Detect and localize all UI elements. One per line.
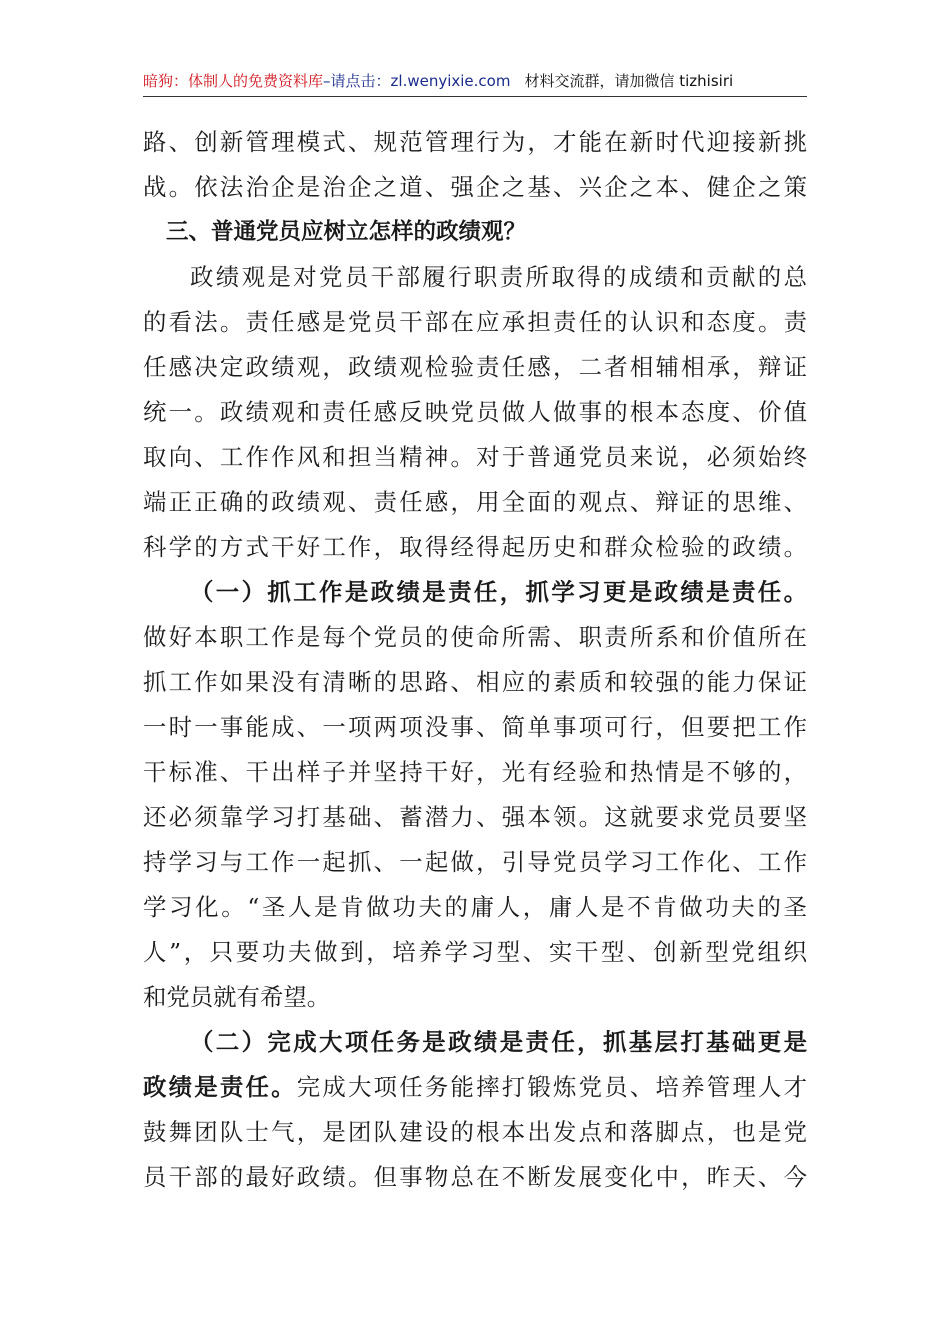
paragraph-line: 政绩观是对党员干部履行职责所取得的成绩和贡献的总: [190, 263, 807, 291]
subsection-heading: （二）完成大项任务是政绩是责任，抓基层打基础更是: [190, 1028, 807, 1056]
section-heading: 三、普通党员应树立怎样的政绩观？: [166, 219, 527, 245]
paragraph-line: 和党员就有希望。: [143, 983, 331, 1011]
paragraph-line: 科学的方式干好工作，取得经得起历史和群众检验的政绩。: [143, 533, 807, 561]
paragraph-line: 取向、工作作风和担当精神。对于普通党员来说，必须始终: [143, 443, 807, 471]
paragraph-line: 学习化。“圣人是肯做功夫的庸人，庸人是不肯做功夫的圣: [143, 893, 807, 921]
paragraph-line: 持学习与工作一起抓、一起做，引导党员学习工作化、工作: [143, 848, 807, 876]
header-brand: 暗狗：体制人的免费资料库: [143, 72, 324, 90]
page-header: [143, 66, 807, 96]
paragraph-line: 做好本职工作是每个党员的使命所需、职责所系和价值所在: [143, 623, 807, 651]
paragraph-line: 任感决定政绩观，政绩观检验责任感，二者相辅相承，辩证: [143, 353, 807, 381]
paragraph-line: 干标准、干出样子并坚持干好，光有经验和热情是不够的，: [143, 758, 807, 786]
subsection-heading-continued: 政绩是责任。: [143, 1073, 297, 1101]
paragraph-line: 战。依法治企是治企之道、强企之基、兴企之本、健企之策: [143, 173, 807, 201]
header-contact: 材料交流群，请加微信 tizhisiri: [524, 72, 734, 90]
paragraph-line: 统一。政绩观和责任感反映党员做人做事的根本态度、价值: [143, 398, 807, 426]
subsection-heading: （一）抓工作是政绩是责任，抓学习更是政绩是责任。: [190, 578, 807, 606]
paragraph-line: 一时一事能成、一项两项没事、简单事项可行，但要把工作: [143, 713, 807, 741]
paragraph-line: 抓工作如果没有清晰的思路、相应的素质和较强的能力保证: [143, 668, 807, 696]
paragraph-line: 人”，只要功夫做到，培养学习型、实干型、创新型党组织: [143, 938, 807, 966]
paragraph-line: 的看法。责任感是党员干部在应承担责任的认识和态度。责: [143, 308, 807, 336]
paragraph-line: 还必须靠学习打基础、蓄潜力、强本领。这就要求党员要坚: [143, 803, 807, 831]
paragraph-line: 员干部的最好政绩。但事物总在不断发展变化中，昨天、今: [143, 1163, 807, 1191]
header-divider: [143, 96, 807, 97]
document-body: [143, 120, 807, 1200]
paragraph-line: [143, 1065, 807, 1110]
paragraph-line: 路、创新管理模式、规范管理行为，才能在新时代迎接新挑: [143, 128, 807, 156]
header-url-link[interactable]: zl.wenyixie.com: [390, 72, 511, 90]
paragraph-line: 鼓舞团队士气，是团队建设的根本出发点和落脚点，也是党: [143, 1118, 807, 1146]
paragraph-line: 端正正确的政绩观、责任感，用全面的观点、辩证的思维、: [143, 488, 807, 516]
paragraph-text: 完成大项任务能摔打锻炼党员、培养管理人才: [296, 1073, 807, 1101]
header-prompt: –请点击：: [323, 72, 391, 90]
